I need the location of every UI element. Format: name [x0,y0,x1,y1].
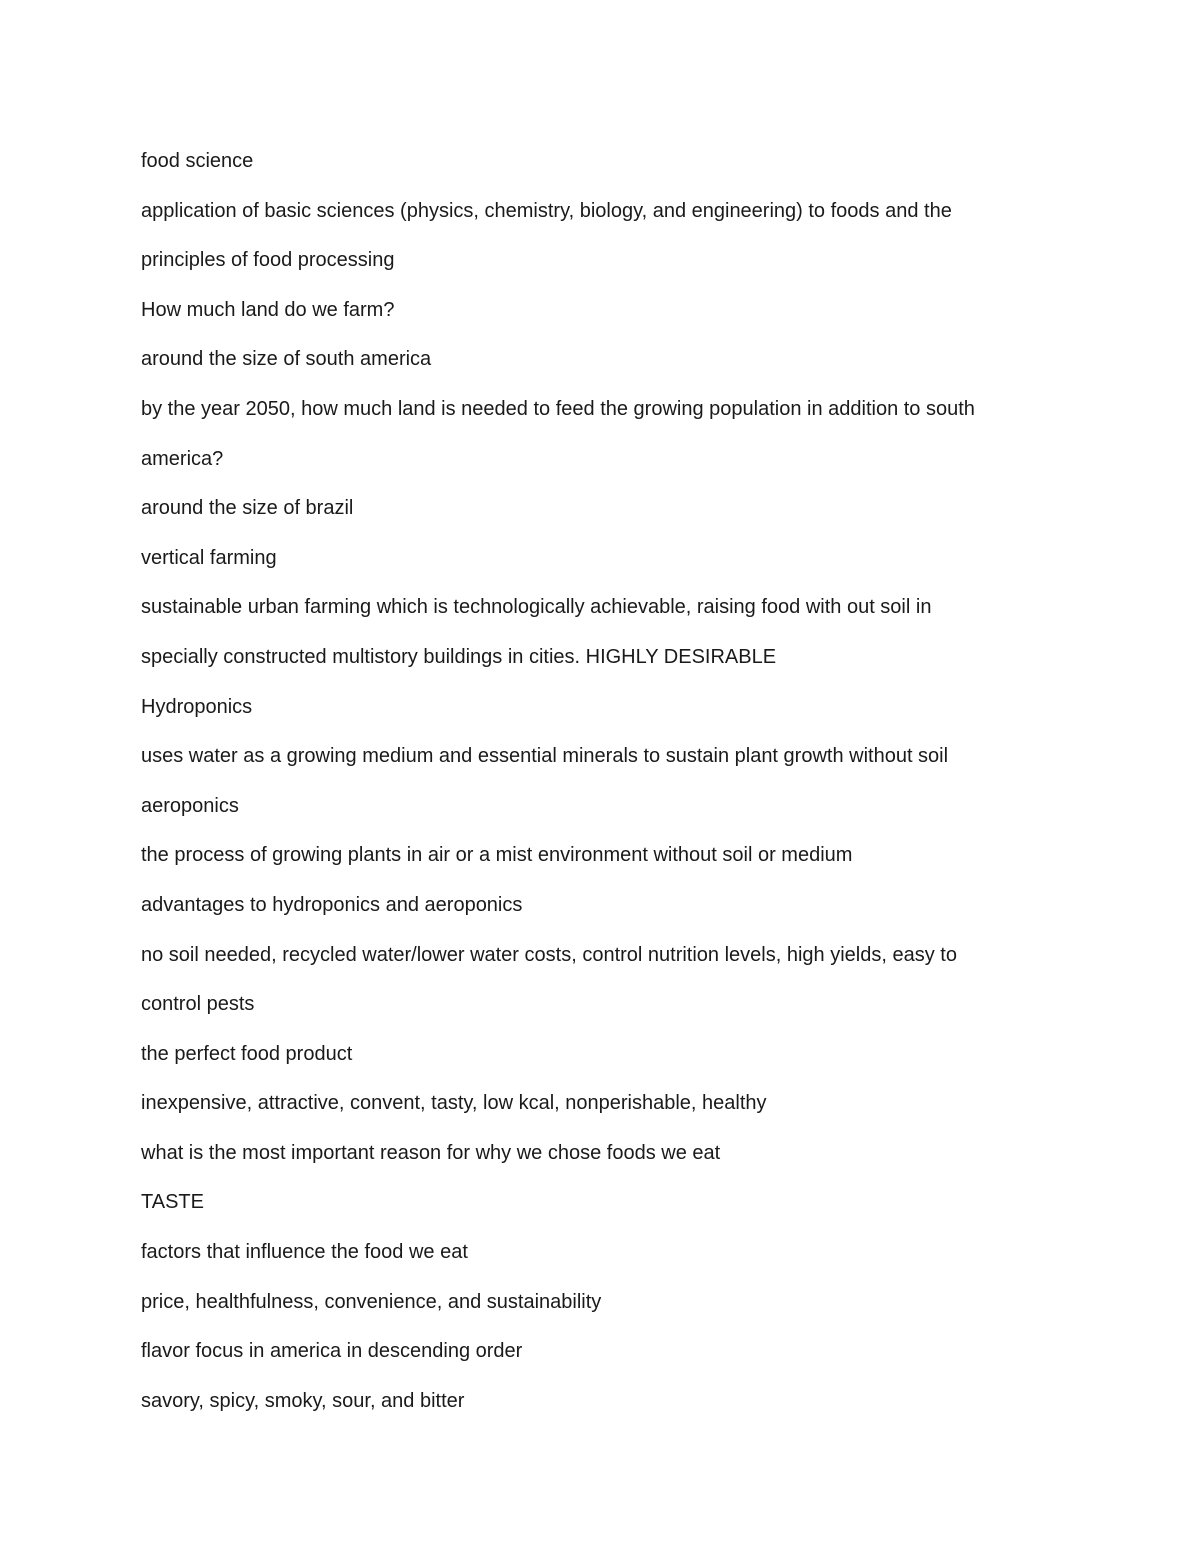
term-line: america? [141,447,224,470]
document-body [141,137,1061,1426]
definition-line: the process of growing plants in air or a mist environment without soil or medium [141,844,853,867]
definition-line: inexpensive, attractive, convent, tasty, low kcal, nonperishable, healthy [141,1092,767,1115]
term-line: How much land do we farm? [141,298,395,321]
definition-line: principles of food processing [141,249,395,272]
definition-line: around the size of south america [141,348,432,371]
term-line: Hydroponics [141,695,253,718]
definition-line: control pests [141,993,255,1016]
term-line: aeroponics [141,794,239,817]
term-line: factors that influence the food we eat [141,1241,468,1264]
definition-line: no soil needed, recycled water/lower water costs, control nutrition levels, high yields, easy to [141,943,957,966]
definition-line: savory, spicy, smoky, sour, and bitter [141,1389,465,1412]
definition-line: application of basic sciences (physics, chemistry, biology, and engineering) to foods and the [141,199,952,222]
term-line: vertical farming [141,546,277,569]
term-line: the perfect food product [141,1042,353,1065]
definition-line: specially constructed multistory buildings in cities. HIGHLY DESIRABLE [141,645,777,668]
definition-line: uses water as a growing medium and essential minerals to sustain plant growth without soil [141,745,949,768]
definition-line: sustainable urban farming which is technologically achievable, raising food with out soil in [141,596,932,619]
definition-line: around the size of brazil [141,497,354,520]
term-line: what is the most important reason for why we chose foods we eat [141,1141,721,1164]
definition-line: TASTE [141,1191,204,1214]
term-line: flavor focus in america in descending order [141,1340,523,1363]
term-line: advantages to hydroponics and aeroponics [141,893,523,916]
term-line: food science [141,150,254,172]
definition-line: price, healthfulness, convenience, and sustainability [141,1290,602,1313]
term-line: by the year 2050, how much land is needed to feed the growing population in addition to south [141,397,975,420]
